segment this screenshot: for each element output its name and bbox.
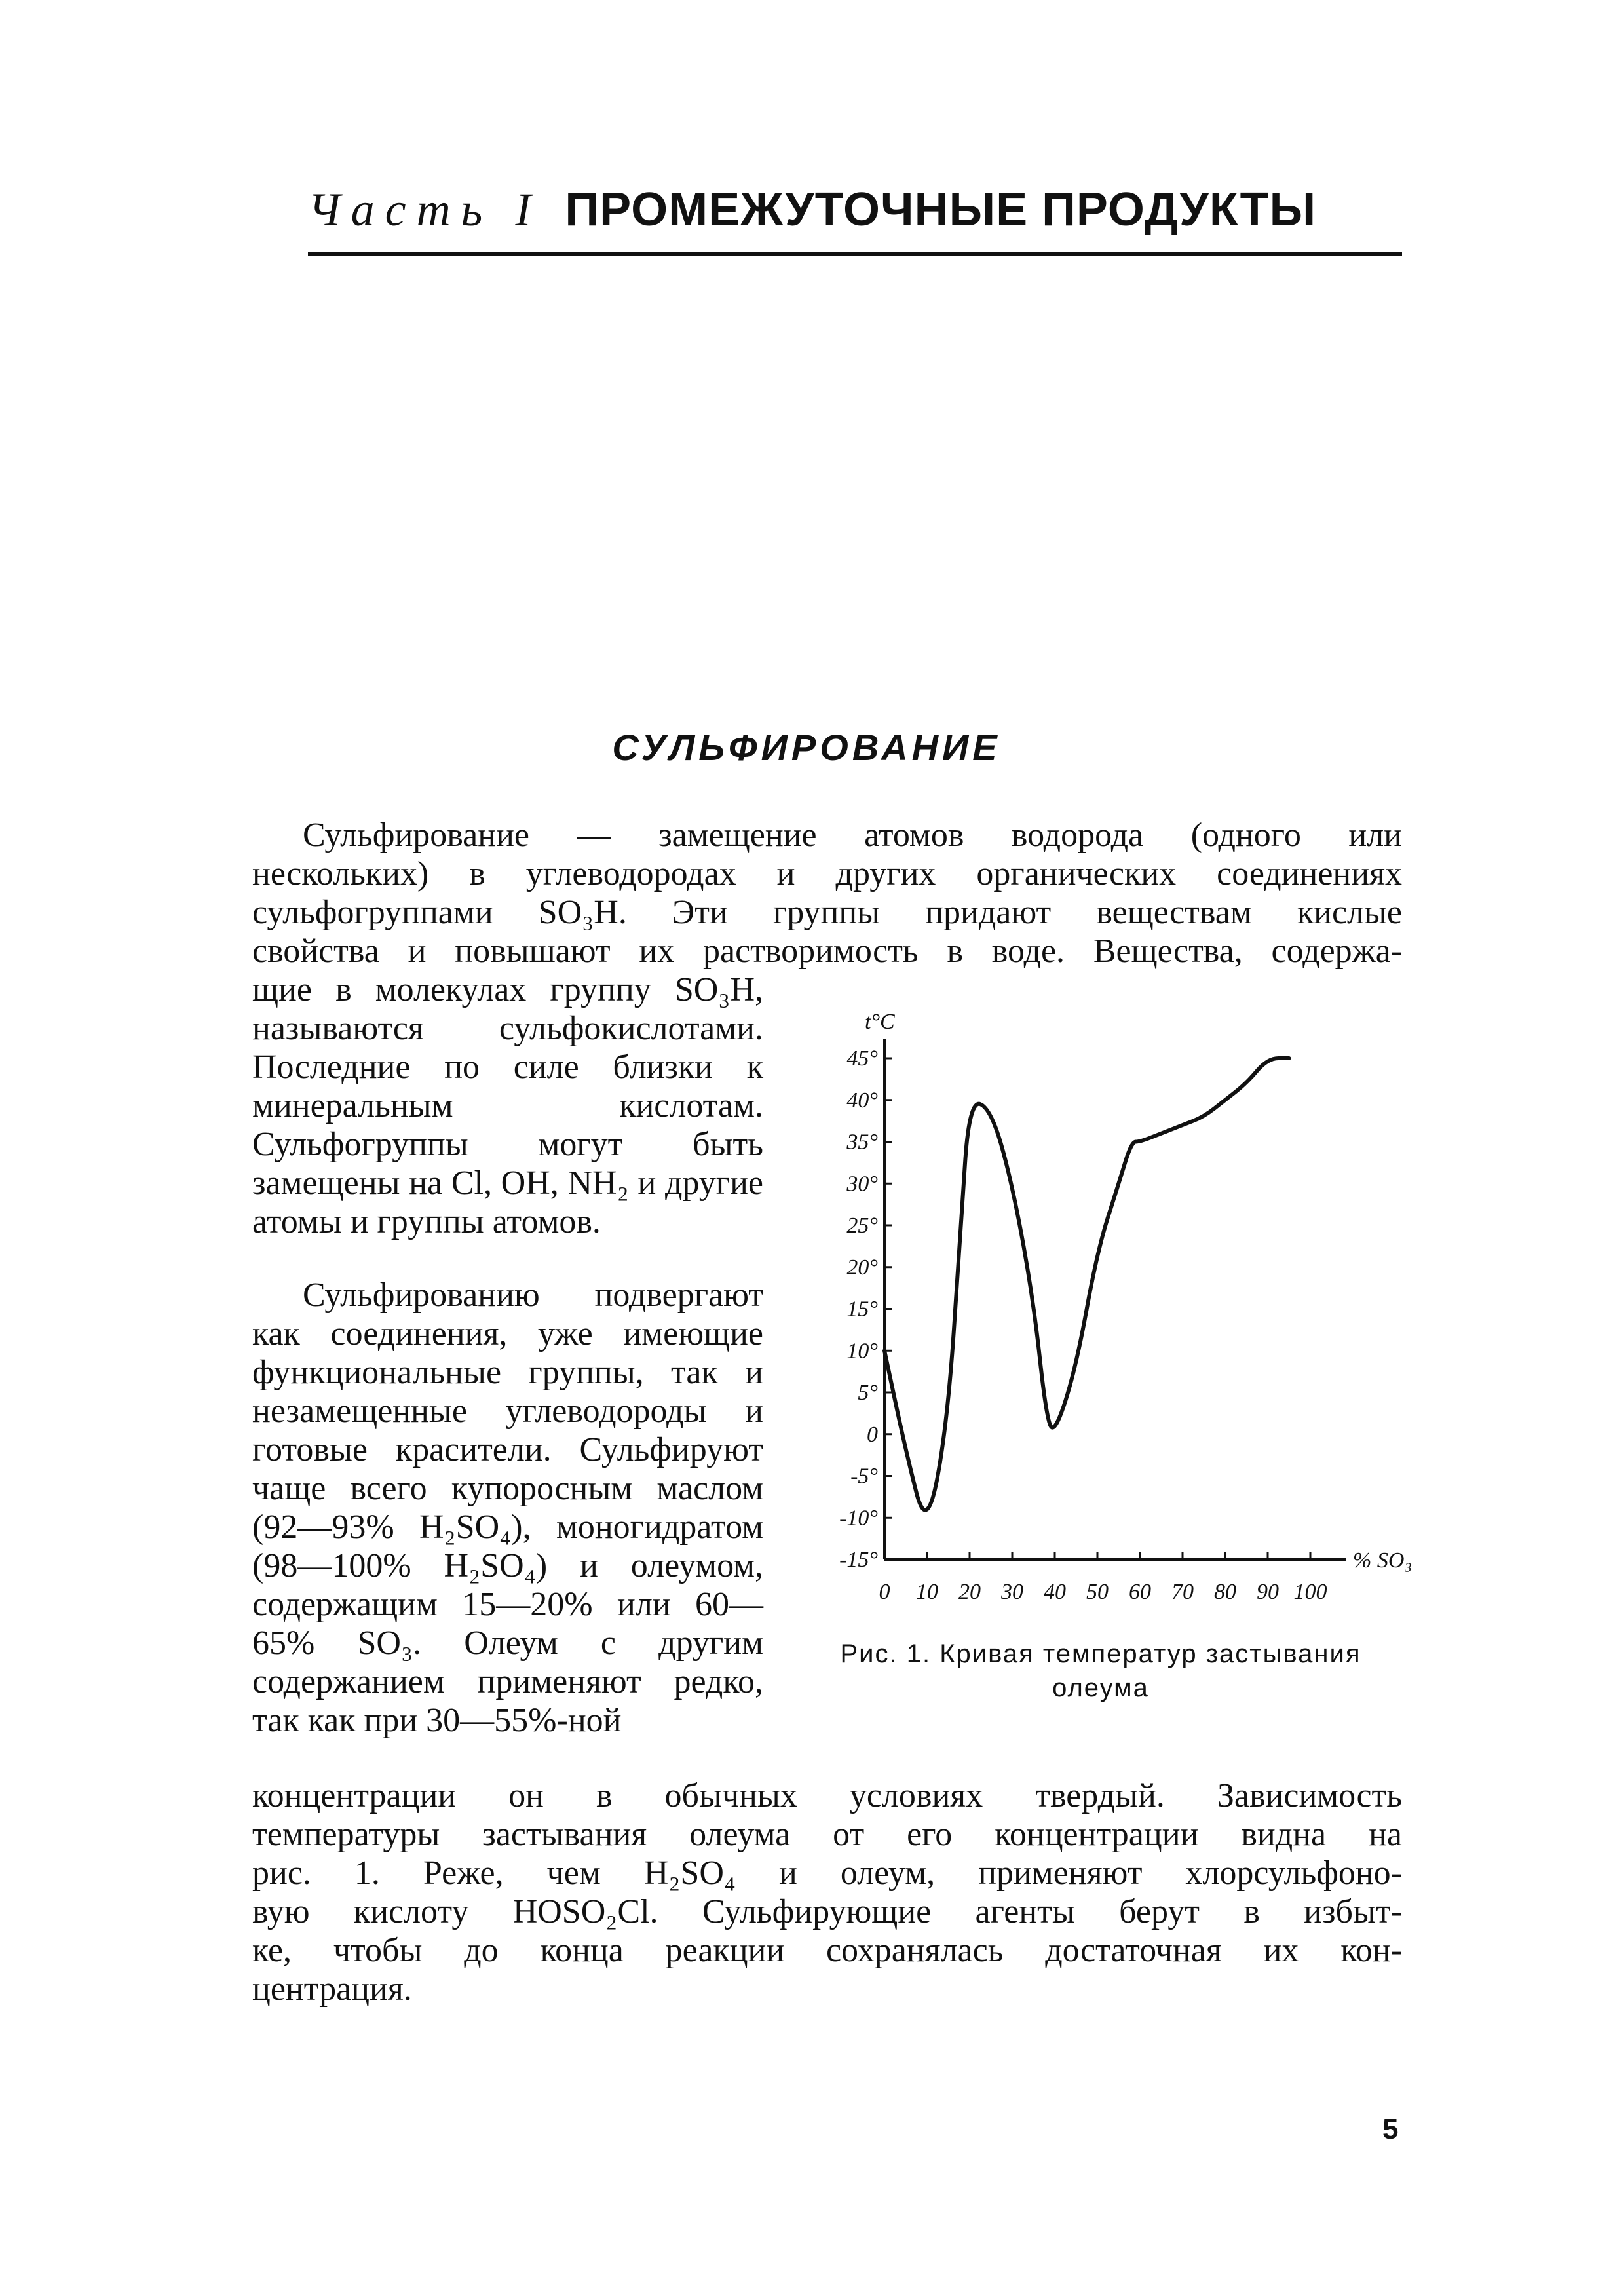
paragraph-1-column-text: щие в молекулах группу SO₃H, называются сульфокислотами. Последние по силе близки к минеральным кислотам. Сульфогруппы могут быть замещены на Cl, OH, NH₂ и другие атомы и группы атомов. xyxy=(252,971,763,1240)
paragraph-1-column xyxy=(252,970,763,1241)
x-tick-label: 100 xyxy=(1293,1580,1327,1604)
x-tick-label: 60 xyxy=(1129,1580,1151,1604)
paragraph-2-line-4: вую кислоту HOSO₂Cl. Сульфирующие агенты берут в избыт- xyxy=(252,1893,1402,1930)
paragraph-2-line-6: центрация. xyxy=(252,1970,412,2008)
part-label: Часть I xyxy=(308,183,542,236)
y-tick-label: 15° xyxy=(846,1297,878,1322)
series-line xyxy=(884,1058,1289,1510)
y-tick-label: 25° xyxy=(846,1214,878,1238)
part-title: ПРОМЕЖУТОЧНЫЕ ПРОДУКТЫ xyxy=(565,183,1317,236)
y-tick-label: 45° xyxy=(846,1046,878,1071)
paragraph-2-line-3: рис. 1. Реже, чем H₂SO₄ и олеум, применяют хлорсульфоно- xyxy=(252,1854,1402,1892)
olenum-freezing-chart xyxy=(806,983,1413,1704)
x-tick-label: 20 xyxy=(958,1580,981,1604)
figure-1 xyxy=(806,983,1413,1704)
paragraph-1-line-1: Сульфирование — замещение атомов водорода (одного или xyxy=(303,816,1402,854)
y-tick-label: -10° xyxy=(839,1506,878,1531)
y-tick-label: 0 xyxy=(867,1422,878,1447)
x-tick-label: 10 xyxy=(916,1580,938,1604)
y-tick-label: 40° xyxy=(846,1088,878,1113)
y-tick-label: -15° xyxy=(839,1548,878,1572)
paragraph-2-column xyxy=(252,1276,763,1740)
part-header xyxy=(308,177,1402,242)
y-tick-label: 20° xyxy=(846,1255,878,1280)
paragraph-1-line-2: нескольких) в углеводородах и других органических соединениях xyxy=(252,855,1402,892)
x-axis-label: % SO₃ xyxy=(1353,1548,1413,1573)
header-rule xyxy=(308,252,1402,256)
y-tick-label: 30° xyxy=(846,1172,878,1196)
x-tick-label: 70 xyxy=(1171,1580,1194,1604)
x-tick-label: 80 xyxy=(1214,1580,1236,1604)
x-tick-label: 0 xyxy=(879,1580,890,1604)
paragraph-1-line-3: сульфогруппами SO₃H. Эти группы придают веществам кислые xyxy=(252,894,1402,931)
x-tick-label: 50 xyxy=(1086,1580,1109,1604)
y-tick-label: 5° xyxy=(858,1381,878,1405)
paragraph-2-line-2: температуры застывания олеума от его концентрации видна на xyxy=(252,1816,1402,1853)
paragraph-2-line-1: концентрации он в обычных условиях твердый. Зависимость xyxy=(252,1777,1402,1814)
section-title: СУЛЬФИРОВАНИЕ xyxy=(612,727,1001,768)
page-number: 5 xyxy=(1382,2113,1399,2145)
figure-caption: Рис. 1. Кривая температур застывания олеума xyxy=(840,1639,1361,1702)
y-tick-label: -5° xyxy=(850,1464,878,1489)
paragraph-2-column-text: Сульфированию подвергают как соединения, уже имеющие функциональные группы, так и незамещенные углеводороды и готовые красители. Сульфируют чаще всего купоросным маслом (92—93% H₂SO₄), моногидратом (98—100% H₂SO₄) и олеумом, содержащим 15—20% или 60—65% SO₃. Олеум с другим содержанием применяют редко, так как при 30—55%-ной xyxy=(252,1276,763,1739)
paragraph-1-line-4: свойства и повышают их растворимость в воде. Вещества, содержа- xyxy=(252,932,1402,970)
x-tick-label: 90 xyxy=(1257,1580,1279,1604)
y-axis-label: t°C xyxy=(865,1010,895,1034)
paragraph-2-line-5: ке, чтобы до конца реакции сохранялась достаточная их кон- xyxy=(252,1932,1402,1969)
x-tick-label: 30 xyxy=(1001,1580,1023,1604)
y-tick-label: 10° xyxy=(846,1339,878,1364)
x-tick-label: 40 xyxy=(1044,1580,1066,1604)
y-tick-label: 35° xyxy=(846,1130,878,1155)
